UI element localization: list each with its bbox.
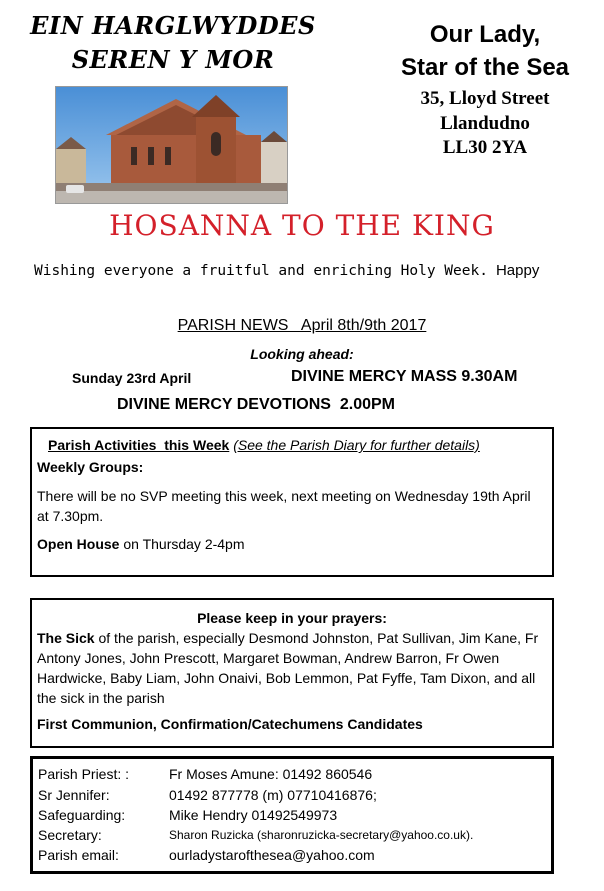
contact-label: Safeguarding: — [38, 807, 126, 823]
church-photo — [55, 86, 288, 204]
church-name-line2: Star of the Sea — [400, 54, 570, 81]
activities-note: (See the Parish Diary for further details) — [233, 437, 480, 453]
activities-title: Parish Activities this Week — [48, 437, 230, 453]
open-house — [37, 534, 245, 554]
headline: HOSANNA TO THE KING — [109, 209, 495, 242]
looking-ahead: Looking ahead: — [250, 346, 354, 362]
parish-news-title-text: PARISH NEWS April 8th/9th 2017 — [177, 317, 427, 334]
svp-notice: There will be no SVP meeting this week, next meeting on Wednesday 19th April at 7.30pm. — [37, 488, 531, 524]
sunday-date: Sunday 23rd April — [72, 370, 192, 386]
welsh-name-line2: SEREN Y MOR — [71, 45, 275, 74]
wishing-tail: Happy — [495, 262, 540, 279]
parish-news-title — [0, 317, 604, 335]
divine-mercy-mass: DIVINE MERCY MASS 9.30AM — [291, 368, 518, 385]
church-name-line1: Our Lady, — [429, 21, 541, 48]
prayers-box — [30, 598, 554, 748]
parish-activities-box — [30, 427, 554, 577]
sick-list — [37, 628, 549, 708]
weekly-groups-label: Weekly Groups: — [37, 459, 144, 475]
contact-label: Sr Jennifer: — [38, 787, 110, 803]
address-line2: Llandudno — [440, 113, 530, 134]
prayers-title: Please keep in your prayers: — [197, 610, 387, 626]
open-house-text: on Thursday 2-4pm — [119, 536, 245, 552]
sick-label: The Sick — [37, 630, 95, 646]
contact-value: Mike Hendry 01492549973 — [169, 807, 338, 823]
divine-mercy-devotions: DIVINE MERCY DEVOTIONS 2.00PM — [117, 396, 395, 413]
address-line3: LL30 2YA — [442, 137, 528, 158]
welsh-name-line1: EIN HARGLWYDDES — [30, 11, 316, 40]
first-communion: First Communion, Confirmation/Catechumens Candidates — [37, 716, 423, 732]
open-house-label: Open House — [37, 536, 120, 552]
sick-text: of the parish, especially Desmond Johnston, Pat Sullivan, Jim Kane, Fr Antony Jones, John Prescott, Margaret Bowman, Andrew Barron, Fr Owen Hardwicke, Baby Liam, John Onaivi, Bob Lemmon, Pat Fyffe, Tam Dixon, and all the sick in the parish — [37, 630, 539, 706]
contact-value: 01492 877778 (m) 07710416876; — [169, 787, 377, 803]
contact-value: Sharon Ruzicka (sharonruzicka-secretary@yahoo.co.uk). — [169, 828, 474, 842]
wishing-line — [34, 262, 539, 279]
contact-label: Parish email: — [38, 847, 119, 863]
activities-header — [48, 435, 480, 455]
contact-label: Secretary: — [38, 827, 102, 843]
wishing-text: Wishing everyone a fruitful and enriching Holy Week. — [34, 263, 488, 279]
contact-value: Fr Moses Amune: 01492 860546 — [169, 766, 373, 782]
contact-label: Parish Priest: : — [38, 766, 130, 782]
contacts-box — [30, 756, 554, 874]
address-line1: 35, Lloyd Street — [420, 88, 550, 109]
parish-email-link[interactable]: ourladystarofthesea@yahoo.com — [169, 847, 375, 863]
